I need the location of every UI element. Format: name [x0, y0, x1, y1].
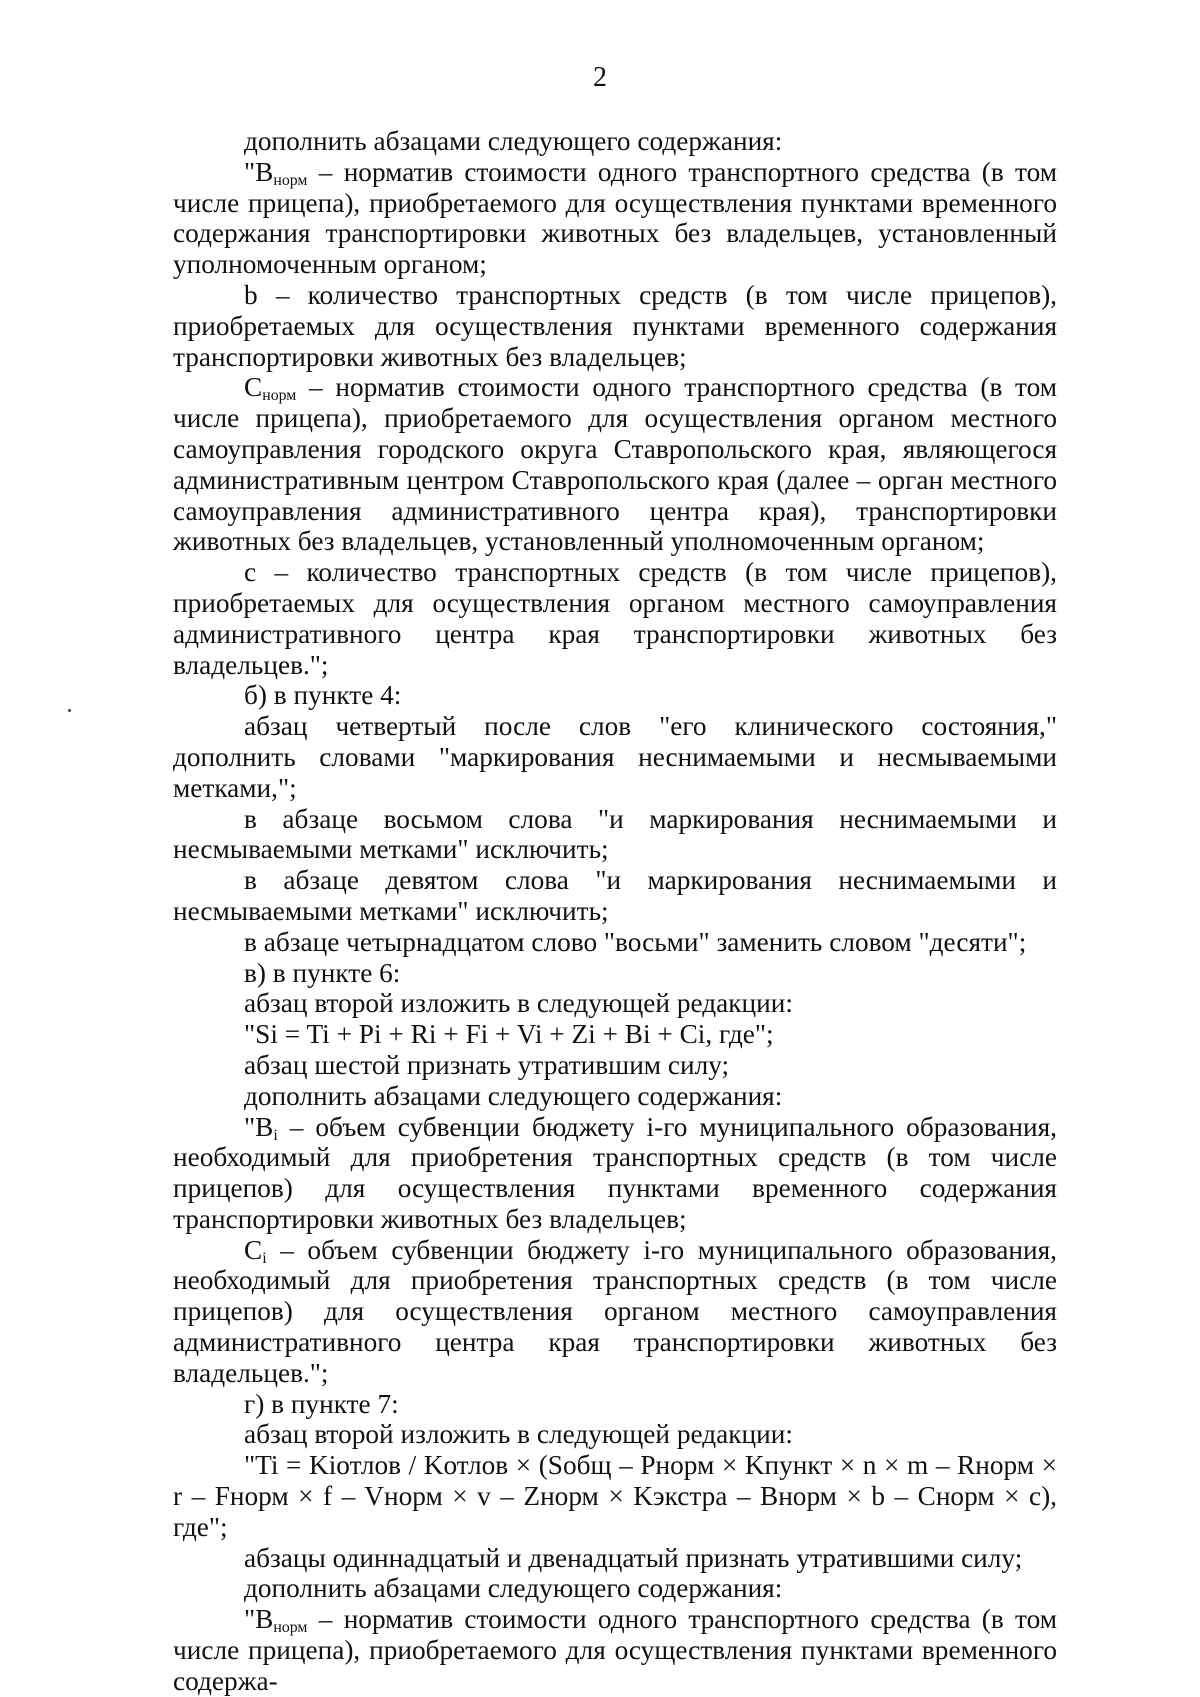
paragraph: в абзаце девятом слова "и маркирования неснимаемыми и несмываемыми метками" исключить; — [173, 865, 1057, 926]
paragraph: дополнить абзацами следующего содержания: — [244, 126, 783, 156]
paragraph: $C_i$ – объем субвенции бюджету i-го муниципального образования, необходимый для приобретения транспортных средств (в том числе прицепов) для осуществления органом местного самоуправления административного центра края транспортировки животных без владельцев."; — [173, 1234, 1057, 1388]
paragraph: $C_{норм}$ – норматив стоимости одного транспортного средства (в том числе прицепа), приобретаемого для осуществления органом местного самоуправления городского округа Ставропольского края, являющегося административным центром Ставропольского края (далее – орган местного самоуправления административного центра края), транспортировки животных без владельцев, установленный уполномоченным органом; — [173, 372, 1057, 557]
paragraph: абзац второй изложить в следующей редакции: — [244, 1419, 793, 1450]
paragraph: дополнить абзацами следующего содержания: — [244, 1080, 783, 1111]
scan-speck — [68, 709, 71, 712]
paragraph: абзац шестой признать утратившим силу; — [244, 1049, 730, 1080]
paragraph: в) в пункте 6: — [244, 957, 401, 988]
paragraph: б) в пункте 4: — [244, 680, 402, 711]
paragraph: абзац второй изложить в следующей редакции: — [244, 988, 793, 1019]
paragraph: "$B_i$ – объем субвенции бюджету i-го муниципального образования, необходимый для приобретения транспортных средств (в том числе прицепов) для осуществления пунктами временного содержания транспортировки животных без владельцев; — [173, 1111, 1057, 1234]
paragraph: в абзаце восьмом слова "и маркирования неснимаемыми и несмываемыми метками" исключить; — [173, 803, 1057, 865]
paragraph: с – количество транспортных средств (в том числе прицепов), приобретаемых для осуществления органом местного самоуправления административного центра края транспортировки животных без владельцев."; — [173, 557, 1057, 680]
page-number: 2 — [593, 62, 607, 93]
paragraph: в абзаце четырнадцатом слово "восьми" заменить словом "десяти"; — [244, 926, 1027, 957]
paragraph: "$B_{норм}$ – норматив стоимости одного транспортного средства (в том числе прицепа), приобретаемого для осуществления пунктами временного содержа- — [173, 1604, 1057, 1696]
paragraph: "$B_{норм}$ – норматив стоимости одного транспортного средства (в том числе прицепа), приобретаемого для осуществления пунктами временного содержания транспортировки животных без владельцев, установленный уполномоченным органом; — [173, 156, 1057, 280]
formula-t: "Ti = Kiотлов / Kотлов × (Sобщ – Pнорм × Kпункт × n × m – Rнорм × r – Fнорм × f – Vнорм × v – Zнорм × Kэкстра – Bнорм × b – Cнорм × c), где"; — [173, 1450, 1057, 1542]
paragraph: дополнить абзацами следующего содержания: — [244, 1573, 783, 1604]
paragraph: абзац четвертый после слов "его клинического состояния," дополнить словами "маркирования неснимаемыми и несмываемыми метками,"; — [173, 711, 1057, 803]
formula-s: "Si = Ti + Pi + Ri + Fi + Vi + Zi + Bi + Ci, где"; — [244, 1019, 774, 1050]
document-body — [173, 126, 1057, 1697]
paragraph: b – количество транспортных средств (в том числе прицепов), приобретаемых для осуществления пунктами временного содержания транспортировки животных без владельцев; — [173, 279, 1057, 372]
paragraph: г) в пункте 7: — [244, 1388, 399, 1419]
paragraph: абзацы одиннадцатый и двенадцатый признать утратившими силу; — [244, 1542, 1023, 1573]
